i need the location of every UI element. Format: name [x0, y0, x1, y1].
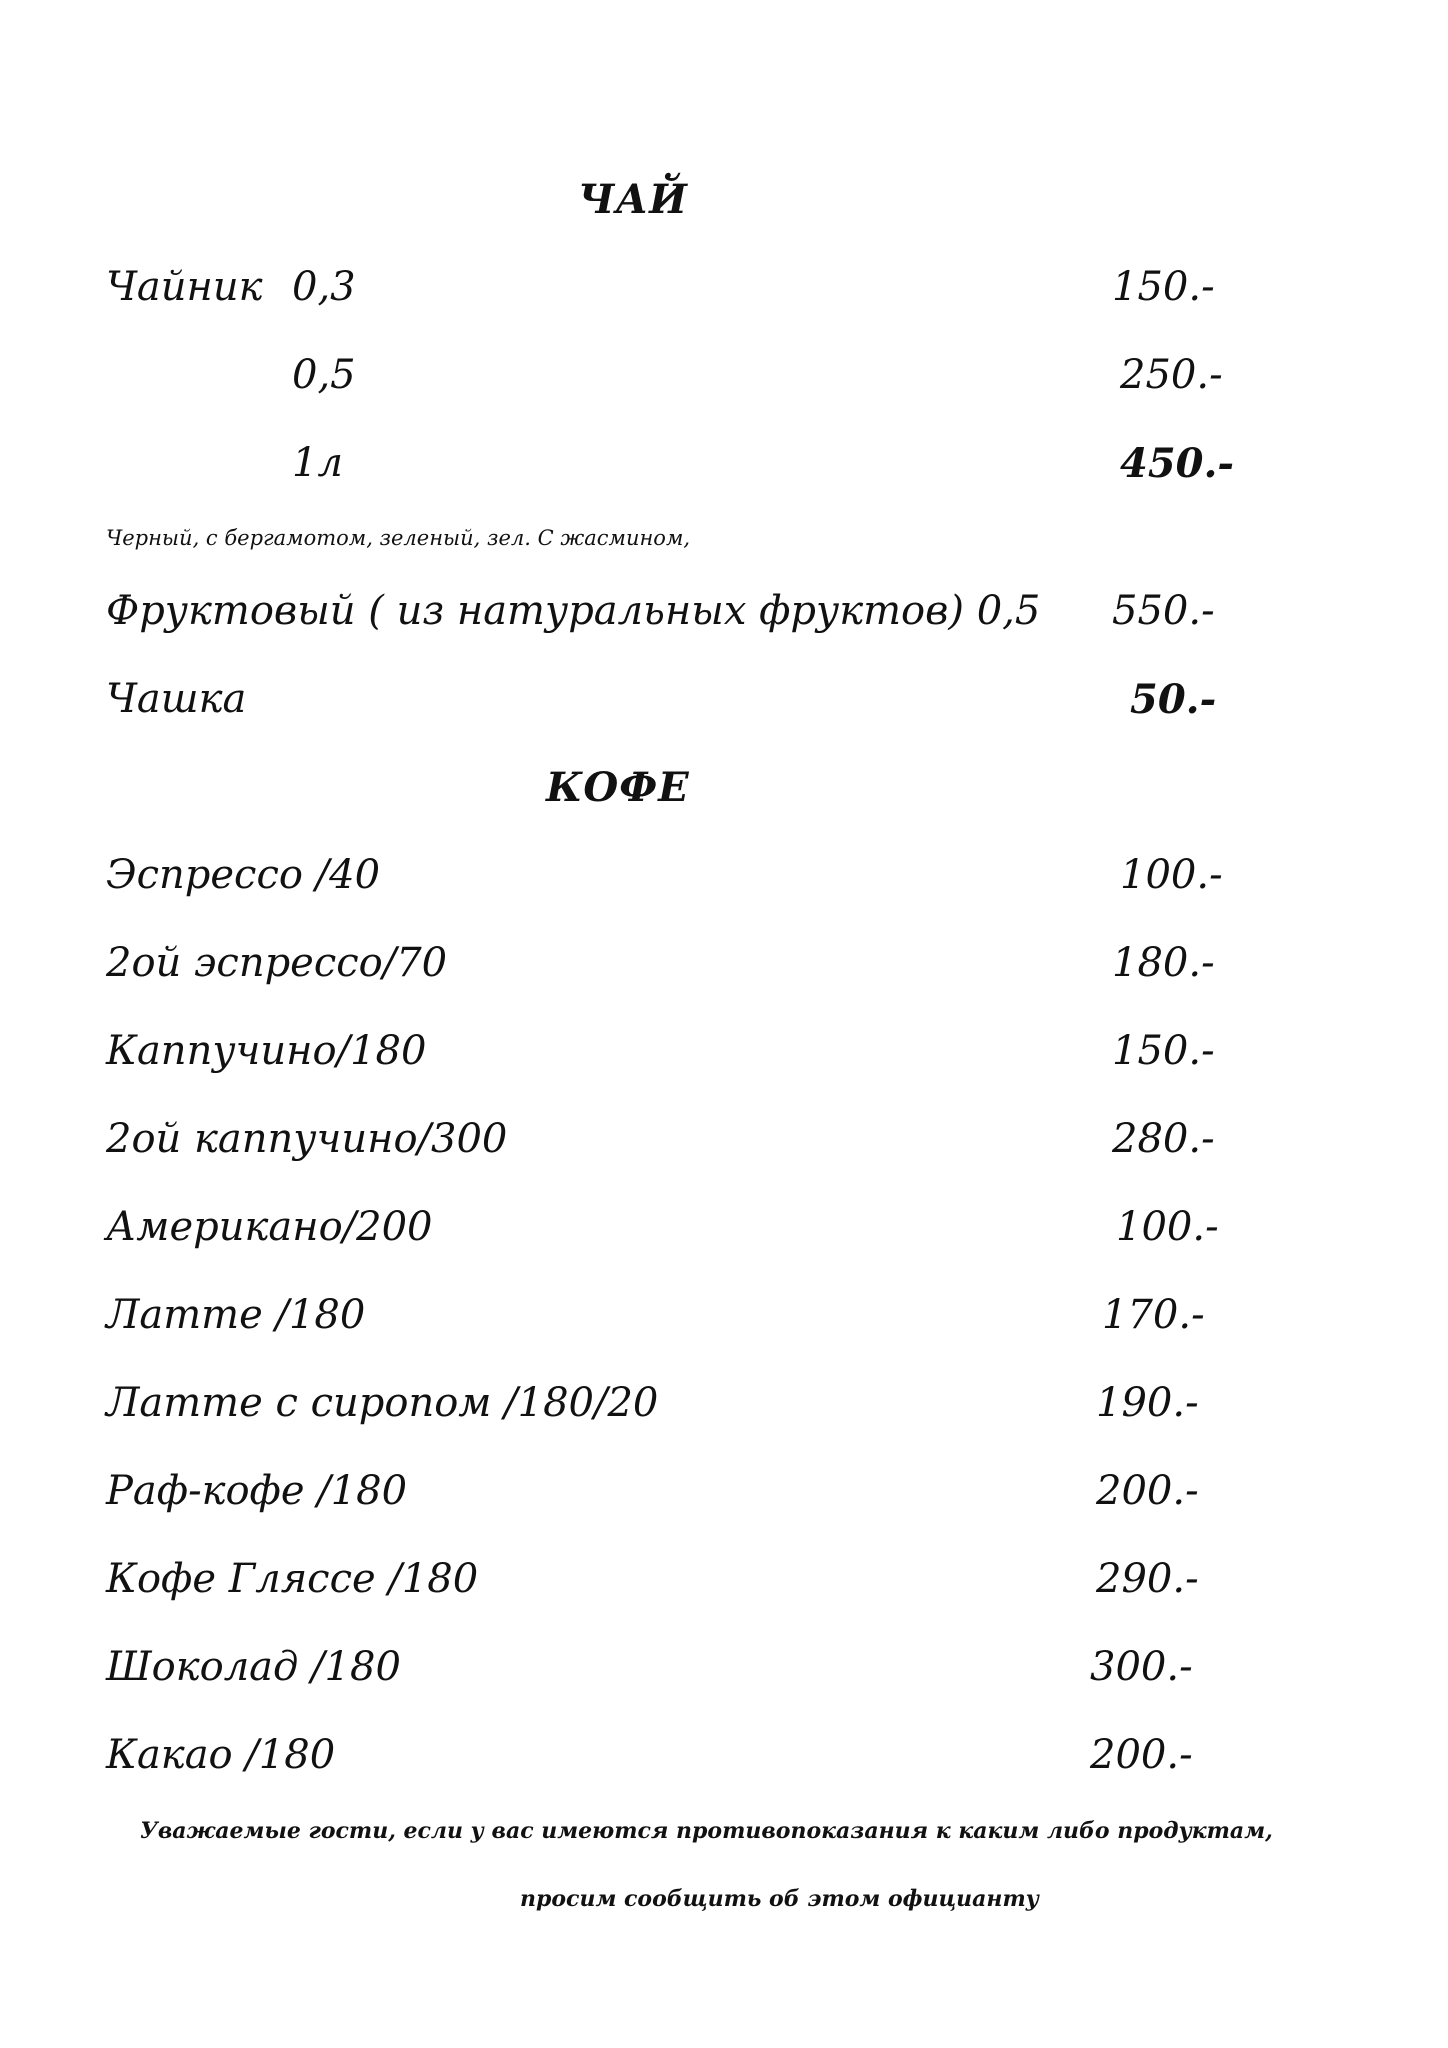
coffee-item-label: Кофе Гляссе /180 [106, 1556, 479, 1602]
coffee-item-label: Американо/200 [106, 1204, 433, 1250]
allergy-notice-line-1: Уважаемые гости, если у вас имеются противопоказания к каким либо продуктам, [140, 1818, 1273, 1844]
teapot-price-1: 250.- [1120, 352, 1223, 398]
cup-label: Чашка [106, 676, 247, 722]
teapot-size-1: 0,5 [292, 352, 356, 398]
coffee-item-price: 300.- [1090, 1644, 1193, 1690]
allergy-notice-line-2: просим сообщить об этом официанту [520, 1886, 1039, 1912]
coffee-item-label: Латте с сиропом /180/20 [106, 1380, 659, 1426]
fruit-tea-price: 550.- [1112, 588, 1215, 634]
coffee-item-price: 170.- [1102, 1292, 1205, 1338]
teapot-price-2: 450.- [1120, 440, 1235, 487]
coffee-item-label: Каппучино/180 [106, 1028, 427, 1074]
teapot-label: Чайник [106, 264, 263, 310]
coffee-item-label: Какао /180 [106, 1732, 336, 1778]
tea-varieties-note: Черный, с бергамотом, зеленый, зел. С жасмином, [106, 526, 691, 550]
coffee-item-price: 290.- [1096, 1556, 1199, 1602]
teapot-size-2: 1л [292, 440, 343, 486]
coffee-item-price: 190.- [1096, 1380, 1199, 1426]
coffee-item-price: 280.- [1112, 1116, 1215, 1162]
coffee-item-price: 150.- [1112, 1028, 1215, 1074]
fruit-tea-label: Фруктовый ( из натуральных фруктов) 0,5 [106, 588, 1041, 634]
coffee-item-label: Латте /180 [106, 1292, 366, 1338]
coffee-item-price: 100.- [1120, 852, 1223, 898]
coffee-item-label: 2ой каппучино/300 [106, 1116, 508, 1162]
teapot-size-0: 0,3 [292, 264, 356, 310]
coffee-item-price: 200.- [1096, 1468, 1199, 1514]
coffee-item-price: 200.- [1090, 1732, 1193, 1778]
coffee-item-price: 180.- [1112, 940, 1215, 986]
coffee-item-label: 2ой эспрессо/70 [106, 940, 448, 986]
coffee-item-label: Шоколад /180 [106, 1644, 401, 1690]
coffee-heading: КОФЕ [546, 764, 690, 811]
coffee-item-label: Раф-кофе /180 [106, 1468, 408, 1514]
tea-heading: ЧАЙ [578, 176, 688, 223]
teapot-price-0: 150.- [1112, 264, 1215, 310]
cup-price: 50.- [1130, 676, 1217, 723]
coffee-item-price: 100.- [1116, 1204, 1219, 1250]
coffee-item-label: Эспрессо /40 [106, 852, 381, 898]
